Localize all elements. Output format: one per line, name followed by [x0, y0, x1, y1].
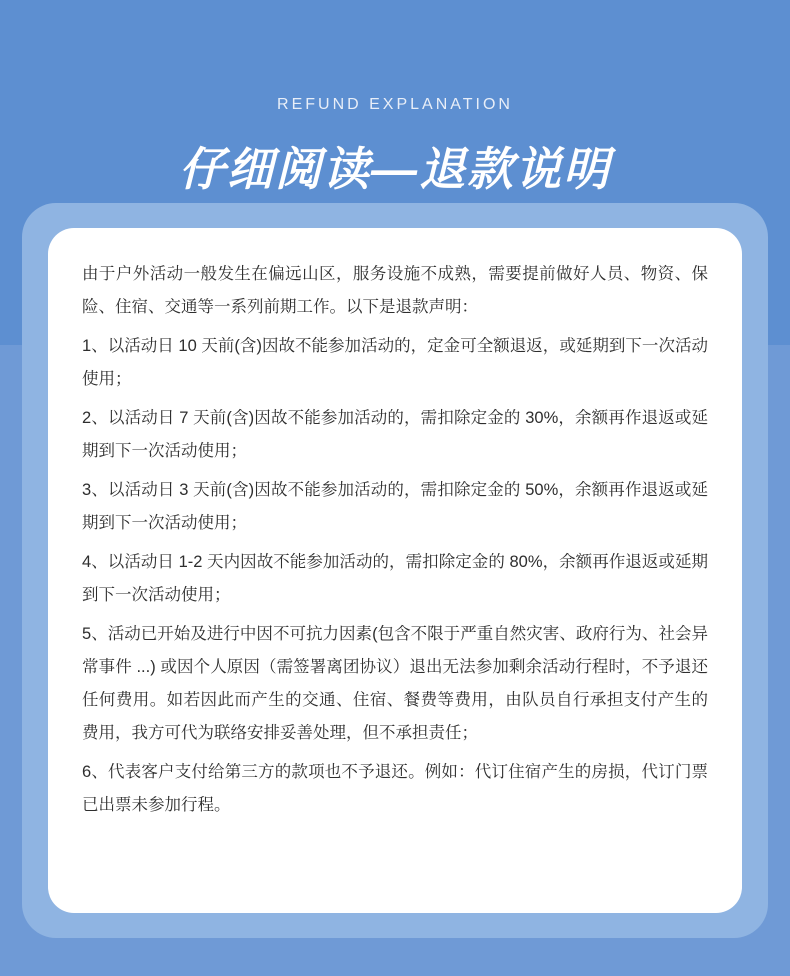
paragraph-term-6: 6、代表客户支付给第三方的款项也不予退还。例如：代订住宿产生的房损，代订门票已出票未参加行程。: [82, 763, 708, 814]
paragraph-term-5: 5、活动已开始及进行中因不可抗力因素(包含不限于严重自然灾害、政府行为、社会异常事件 ...) 或因个人原因（需签署离团协议）退出无法参加剩余活动行程时，不予退还任何费用。如若因此而产生的交通、住宿、餐费等费用，由队员自行承担支付产生的费用，我方可代为联络安排妥善处理，但不承担责任；: [82, 625, 708, 742]
paragraph-term-3: 3、以活动日 3 天前(含)因故不能参加活动的，需扣除定金的 50%，余额再作退返或延期到下一次活动使用；: [82, 481, 708, 532]
refund-terms-body: [82, 258, 708, 822]
page-title-emphasis: 退款说明: [419, 143, 611, 195]
eyebrow-label: REFUND EXPLANATION: [277, 96, 513, 113]
refund-terms-card: [48, 228, 742, 913]
page-title: [0, 133, 790, 199]
page-title-prefix: 仔细阅读—: [179, 143, 419, 195]
paragraph-term-4: 4、以活动日 1-2 天内因故不能参加活动的，需扣除定金的 80%，余额再作退返或延期到下一次活动使用；: [82, 553, 708, 604]
paragraph-intro: 由于户外活动一般发生在偏远山区，服务设施不成熟，需要提前做好人员、物资、保险、住宿、交通等一系列前期工作。以下是退款声明：: [82, 265, 708, 316]
paragraph-term-2: 2、以活动日 7 天前(含)因故不能参加活动的，需扣除定金的 30%，余额再作退返或延期到下一次活动使用；: [82, 409, 708, 460]
paragraph-term-1: 1、以活动日 10 天前(含)因故不能参加活动的，定金可全额退返，或延期到下一次活动使用；: [82, 337, 708, 388]
